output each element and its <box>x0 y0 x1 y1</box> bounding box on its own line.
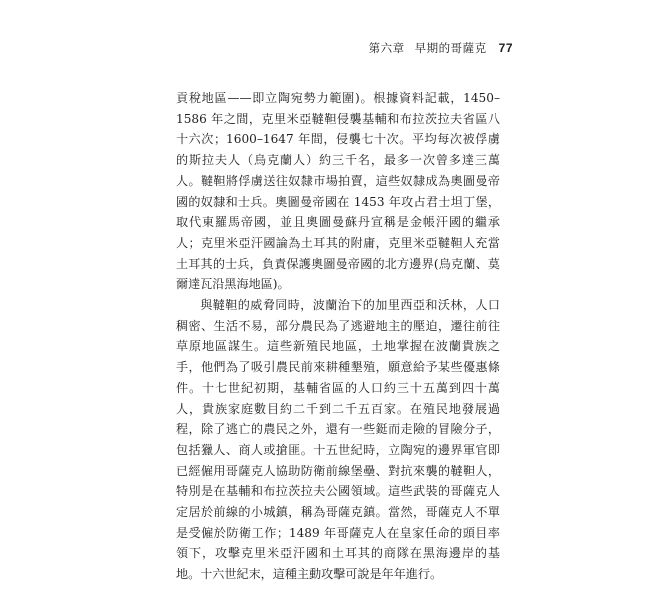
body-text <box>176 88 500 585</box>
chapter-label: 第六章 <box>368 41 405 55</box>
paragraph: 與韃靼的威脅同時，波蘭治下的加里西亞和沃林，人口稠密、生活不易，部分農民為了逃避地主的壓迫，遷往前往草原地區謀生。這些新殖民地區，土地掌握在波蘭貴族之手，他們為了吸引農民前來耕種墾殖，願意給予某些優惠條件。十七世紀初期，基輔省區的人口約三十五萬到四十萬人，貴族家庭數目約二千到二千五百家。在殖民地發展過程，除了逃亡的農民之外，還有一些鋌而走險的冒險分子，包括獵人、商人或搶匪。十五世紀時，立陶宛的邊界軍官即已經僱用哥薩克人協助防衛前線堡壘、對抗來襲的韃靼人，特別是在基輔和布拉茨拉夫公國領域。這些武裝的哥薩克人定居於前線的小城鎮，稱為哥薩克鎮。當然，哥薩克人不單是受僱於防衛工作；1489 年哥薩克人在皇家任命的頭目率領下，攻擊克里米亞汗國和土耳其的商隊在黑海邊岸的基地。十六世紀末，這種主動攻擊可說是年年進行。 <box>176 298 500 582</box>
running-header <box>369 40 513 56</box>
paragraph: 貢稅地區——即立陶宛勢力範圍)。根據資料記載，1450–1586 年之間，克里米亞韃靼侵襲基輔和布拉茨拉夫省區八十六次；1600–1647 年間，侵襲七十次。平均每次被俘虜的斯拉夫人（烏克蘭人）約三千名，最多一次曾多達三萬人。韃靼將俘虜送往奴隸市場拍賣，這些奴隸成為奧圖曼帝國的奴隸和士兵。奧圖曼帝國在 1453 年攻占君士坦丁堡，取代東羅馬帝國，並且奧圖曼蘇丹宣稱是金帳汗國的繼承人；克里米亞汗國論為土耳其的附庸，克里米亞韃靼人充當土耳其的士兵，負責保護奧圖曼帝國的北方邊界(烏克蘭、莫爾達瓦沿黑海地區)。 <box>176 91 500 292</box>
page-number: 77 <box>498 41 513 55</box>
chapter-title: 早期的哥薩克 <box>414 41 487 55</box>
